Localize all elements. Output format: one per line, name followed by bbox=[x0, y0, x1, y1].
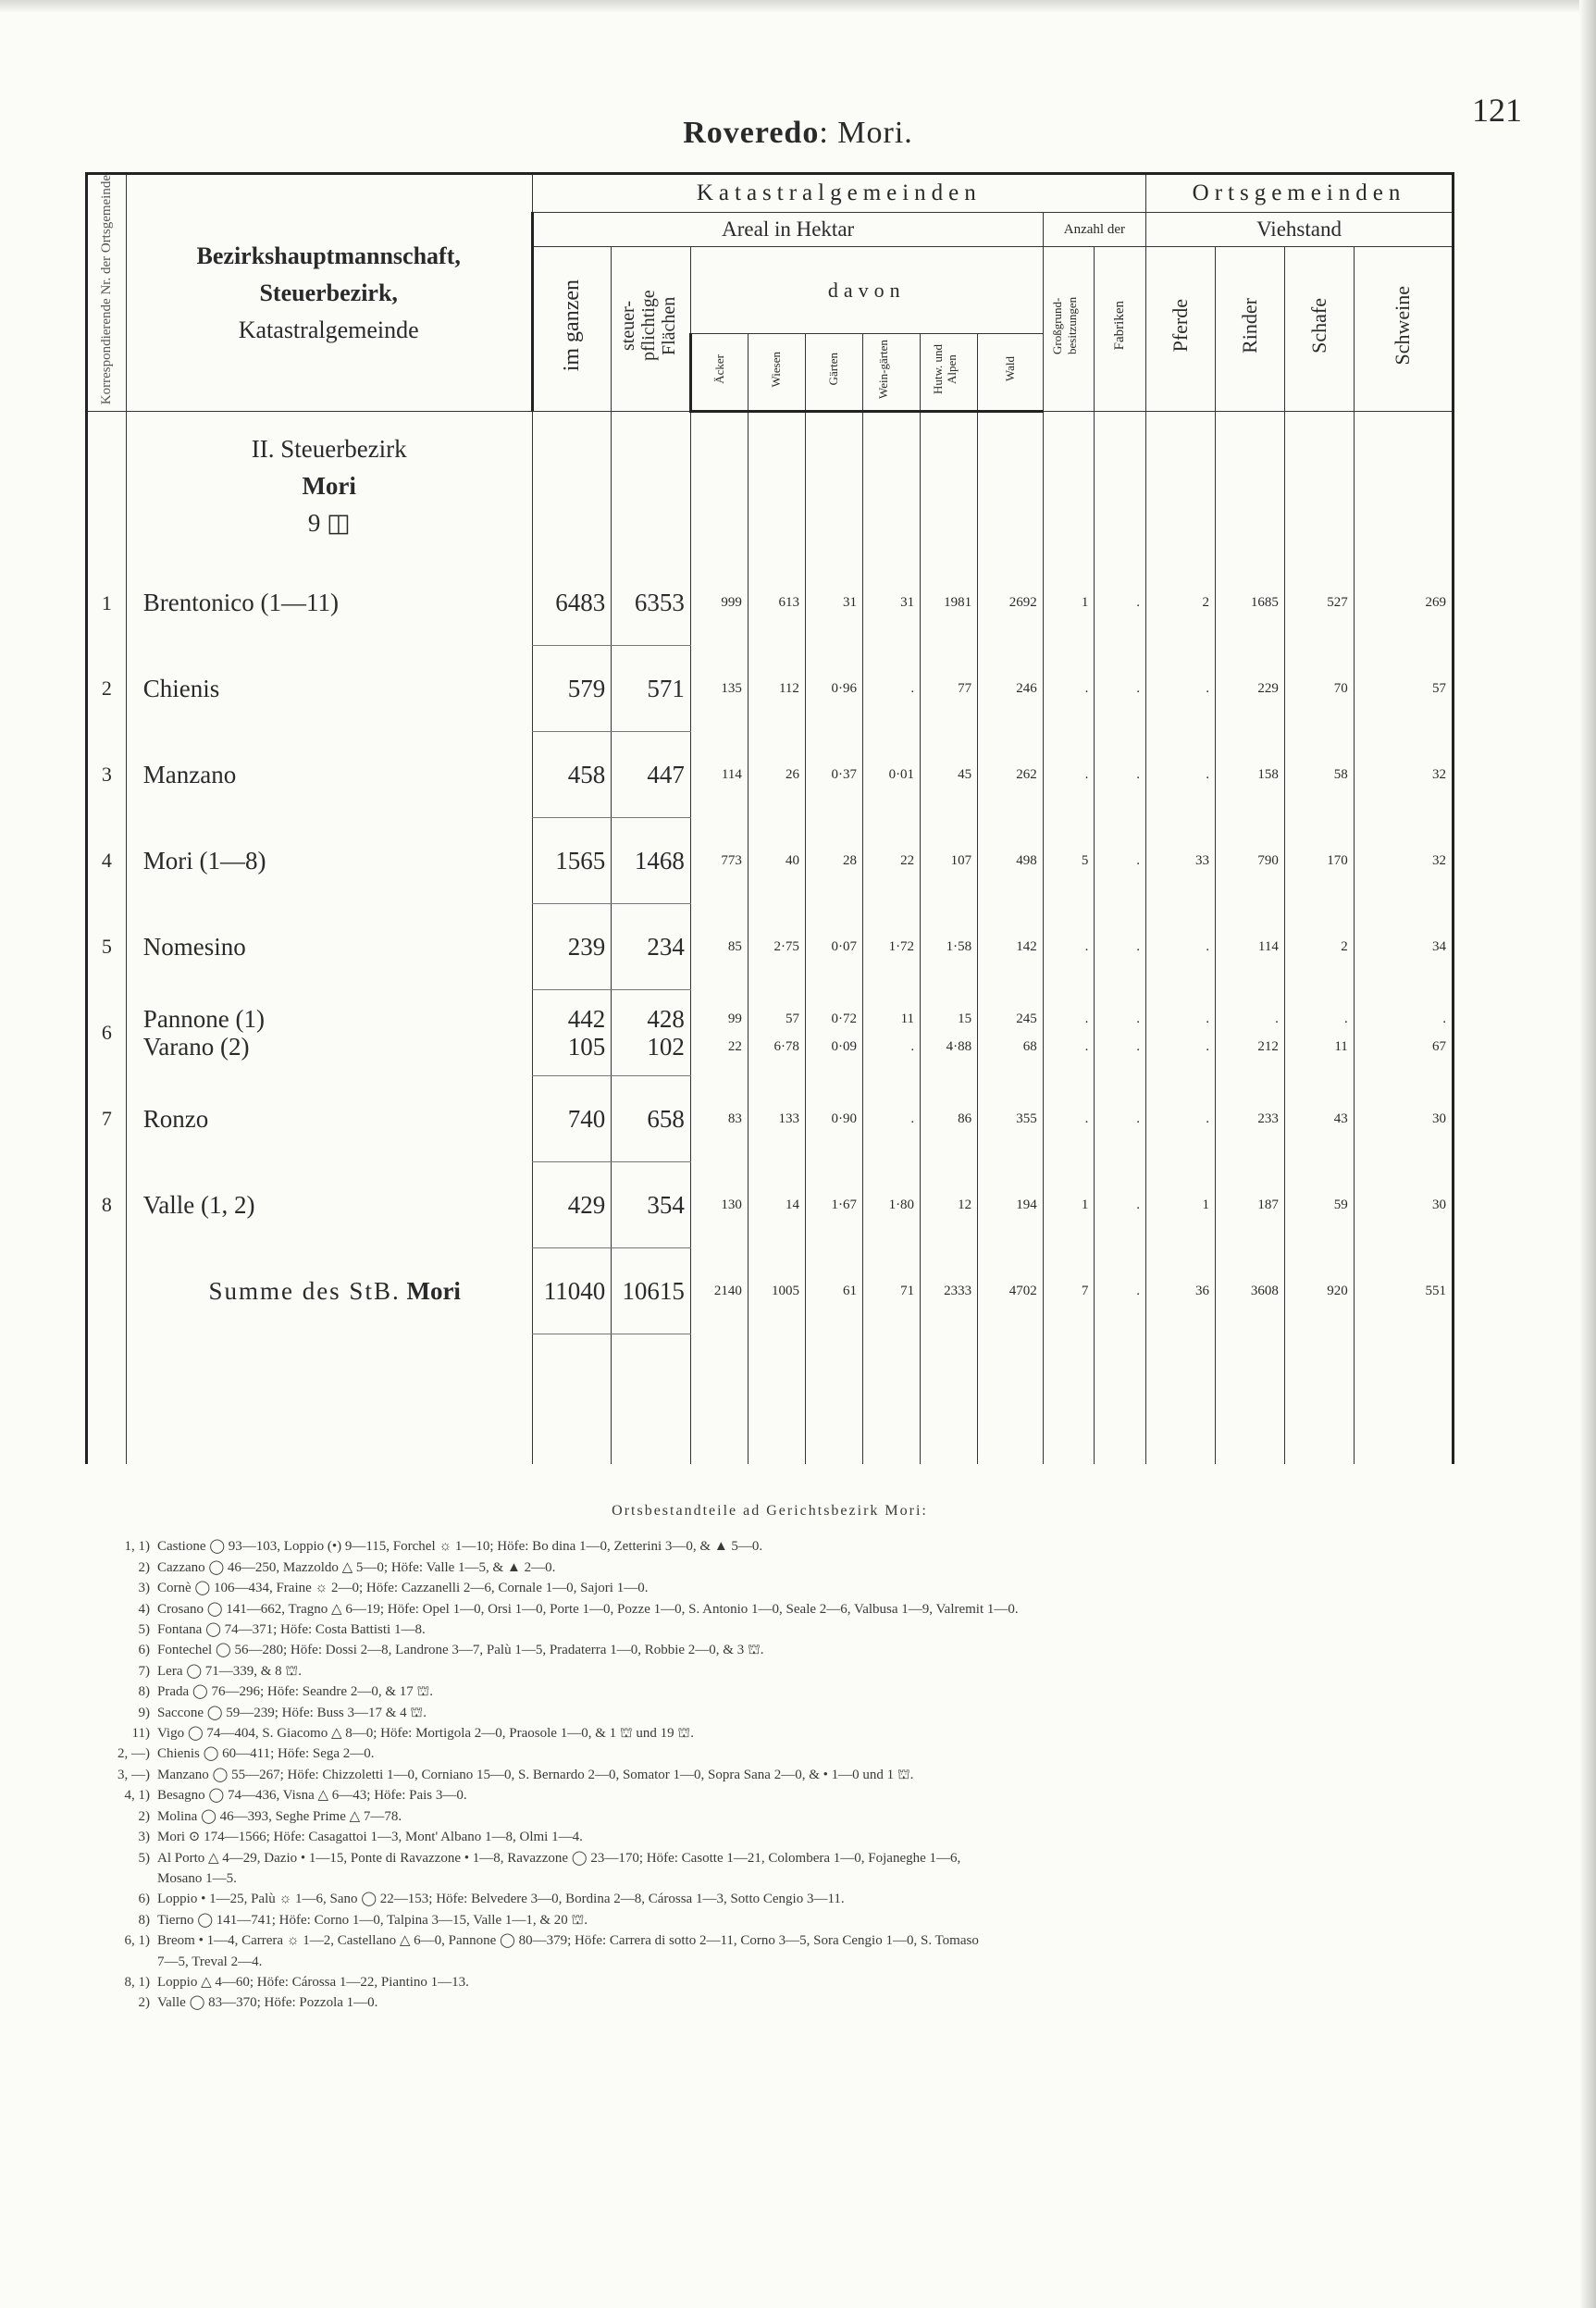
cell-hutweiden: 12 bbox=[921, 1162, 978, 1248]
cell-rinder: 1685 bbox=[1215, 560, 1284, 646]
sum-weingaerten: 71 bbox=[863, 1248, 921, 1334]
cell-im-ganzen: 429 bbox=[532, 1162, 612, 1248]
footnote-text: Valle ◯ 83—370; Höfe: Pozzola 1—0. bbox=[157, 1995, 378, 2011]
footnote-index: 11) bbox=[131, 1726, 150, 1742]
sum-label-prefix: Summe des StB. bbox=[208, 1276, 401, 1305]
davon-group-header: davon bbox=[690, 247, 1043, 334]
col-wiesen: Wiesen bbox=[748, 334, 805, 412]
col-wald: Wald bbox=[978, 334, 1044, 412]
table-row bbox=[87, 990, 1454, 1076]
table-row bbox=[87, 646, 1454, 732]
intro-mori: Mori bbox=[302, 472, 356, 501]
cell-gaerten: 0·96 bbox=[805, 646, 862, 732]
cell-steuerpflichtig: 447 bbox=[612, 732, 691, 818]
cell-value: . bbox=[1442, 1011, 1446, 1027]
sum-label-bold: Mori bbox=[406, 1276, 461, 1305]
cell-value: 57 bbox=[785, 1011, 799, 1027]
cell-value: 428 bbox=[647, 1005, 685, 1034]
footnote-text: Cornè ◯ 106—434, Fraine ☼ 2—0; Höfe: Cazzanelli 2—6, Cornale 1—0, Sajori 1—0. bbox=[157, 1581, 649, 1596]
sum-row bbox=[87, 1248, 1454, 1334]
cell-weingaerten bbox=[863, 990, 921, 1076]
intro-steuerbezirk: II. Steuerbezirk bbox=[251, 435, 407, 464]
cell-rinder bbox=[1215, 990, 1284, 1076]
footnote-line bbox=[85, 1806, 1454, 1827]
cell-fabriken: . bbox=[1095, 1162, 1146, 1248]
footnote-index: 5) bbox=[138, 1850, 150, 1866]
cell-aecker: 85 bbox=[690, 904, 748, 990]
cell-wiesen: 40 bbox=[748, 818, 805, 904]
cell-weingaerten: . bbox=[863, 1076, 921, 1162]
footnote-text: Crosano ◯ 141—662, Tragno △ 6—19; Höfe: Opel 1—0, Orsi 1—0, Porte 1—0, Pozze 1—0, S. Antonio 1—0, Seale 2—6, Valbusa 1—9, Valremit 1—0. bbox=[157, 1601, 1019, 1617]
cell-im-ganzen: 458 bbox=[532, 732, 612, 818]
cell-hutweiden: 77 bbox=[921, 646, 978, 732]
cell-value: . bbox=[910, 1039, 915, 1055]
footnote-line bbox=[85, 1785, 1454, 1805]
cell-value: 102 bbox=[647, 1033, 685, 1061]
cell-aecker: 83 bbox=[690, 1076, 748, 1162]
cell-schweine: 57 bbox=[1354, 646, 1453, 732]
footnote-index: 6) bbox=[138, 1643, 150, 1658]
cell-schweine bbox=[1354, 990, 1453, 1076]
footnote-line bbox=[85, 1910, 1454, 1930]
footnote-line bbox=[85, 1992, 1454, 2013]
footnote-index: 8) bbox=[138, 1684, 150, 1700]
cell-schweine: 269 bbox=[1354, 560, 1453, 646]
footnote-index bbox=[85, 1952, 157, 1972]
cell-wald: 246 bbox=[978, 646, 1044, 732]
footnote-text: Besagno ◯ 74—436, Visna △ 6—43; Höfe: Pais 3—0. bbox=[157, 1788, 467, 1804]
cell-weingaerten: 0·01 bbox=[863, 732, 921, 818]
sum-schafe: 920 bbox=[1284, 1248, 1354, 1334]
col-gaerten: Gärten bbox=[805, 334, 862, 412]
sum-fabriken: . bbox=[1095, 1248, 1146, 1334]
cell-schafe: 43 bbox=[1284, 1076, 1354, 1162]
cell-wald: 262 bbox=[978, 732, 1044, 818]
row-name: Brentonico (1—11) bbox=[126, 560, 532, 646]
footnote-line bbox=[85, 1640, 1454, 1660]
row-name: Mori (1—8) bbox=[126, 818, 532, 904]
cell-schweine: 30 bbox=[1354, 1076, 1453, 1162]
col-pferde: Pferde bbox=[1146, 247, 1216, 412]
footnote-line bbox=[85, 1827, 1454, 1847]
cell-gaerten: 0·37 bbox=[805, 732, 862, 818]
cell-steuerpflichtig: 234 bbox=[612, 904, 691, 990]
footnote-text: Tierno ◯ 141—741; Höfe: Corno 1—0, Talpina 3—15, Valle 1—1, & 20 ⛫. bbox=[157, 1912, 588, 1928]
cell-steuerpflichtig: 571 bbox=[612, 646, 691, 732]
row-number: 2 bbox=[87, 646, 127, 732]
row-number: 1 bbox=[87, 560, 127, 646]
table-row bbox=[87, 1076, 1454, 1162]
footnote-index: 8) bbox=[138, 1912, 150, 1928]
cell-value: 15 bbox=[958, 1011, 972, 1027]
cell-wiesen: 613 bbox=[748, 560, 805, 646]
cell-rinder: 158 bbox=[1215, 732, 1284, 818]
cell-value: . bbox=[1136, 1039, 1141, 1055]
cell-value: 442 bbox=[567, 1005, 606, 1034]
cell-weingaerten: 22 bbox=[863, 818, 921, 904]
cell-schweine: 32 bbox=[1354, 732, 1453, 818]
col-steuerpflichtig: steuer-pflichtige Flächen bbox=[612, 247, 691, 412]
footnote-index: 5) bbox=[138, 1622, 150, 1638]
cell-schafe: 59 bbox=[1284, 1162, 1354, 1248]
footnote-text: 7—5, Treval 2—4. bbox=[157, 1954, 263, 1969]
footnote-text: Mosano 1—5. bbox=[157, 1870, 237, 1886]
footnote-text: Cazzano ◯ 46—250, Mazzoldo △ 5—0; Höfe: Valle 1—5, & ▲ 2—0. bbox=[157, 1559, 556, 1575]
cell-grossgrund: 5 bbox=[1043, 818, 1095, 904]
row-name-line: Pannone (1) bbox=[142, 1005, 266, 1034]
footnote-index: 3, —) bbox=[118, 1767, 150, 1782]
areal-group-header: Areal in Hektar bbox=[532, 213, 1043, 247]
cell-schweine: 30 bbox=[1354, 1162, 1453, 1248]
row-name: Ronzo bbox=[126, 1076, 532, 1162]
row-number: 8 bbox=[87, 1162, 127, 1248]
col-im-ganzen: im ganzen bbox=[532, 247, 612, 412]
cell-steuerpflichtig: 658 bbox=[612, 1076, 691, 1162]
col-rinder: Rinder bbox=[1215, 247, 1284, 412]
scan-edge-right bbox=[1579, 0, 1596, 2308]
header-katastralgemeinde: Katastralgemeinde bbox=[238, 316, 419, 343]
cell-aecker: 135 bbox=[690, 646, 748, 732]
footnote-line bbox=[85, 1930, 1454, 1951]
row-name bbox=[126, 990, 532, 1076]
orts-group-header: Ortsgemeinden bbox=[1146, 174, 1454, 213]
footnote-text: Breom • 1—4, Carrera ☼ 1—2, Castellano △ 6—0, Pannone ◯ 80—379; Höfe: Carrera di sotto 2—11, Corno 3—5, Sora Cengio 1—0, S. Tomaso bbox=[157, 1933, 979, 1949]
footnote-text: Vigo ◯ 74—404, S. Giacomo △ 8—0; Höfe: Mortigola 2—0, Praosole 1—0, & 1 ⛫ und 19 ⛫. bbox=[157, 1726, 694, 1742]
katastral-group-header: Katastralgemeinden bbox=[532, 174, 1145, 213]
footnote-index: 2) bbox=[138, 1559, 150, 1575]
cell-wald bbox=[978, 990, 1044, 1076]
cell-aecker: 999 bbox=[690, 560, 748, 646]
sum-wiesen: 1005 bbox=[748, 1248, 805, 1334]
vieh-group-header: Viehstand bbox=[1146, 213, 1454, 247]
cell-schweine: 32 bbox=[1354, 818, 1453, 904]
cell-rinder: 114 bbox=[1215, 904, 1284, 990]
col-aecker: Äcker bbox=[690, 334, 748, 412]
cell-hutweiden bbox=[921, 990, 978, 1076]
footnote-text: Molina ◯ 46—393, Seghe Prime △ 7—78. bbox=[157, 1808, 402, 1824]
row-number: 4 bbox=[87, 818, 127, 904]
cell-value: . bbox=[1084, 1039, 1089, 1055]
cell-steuerpflichtig: 1468 bbox=[612, 818, 691, 904]
cell-pferde bbox=[1146, 990, 1216, 1076]
cell-hutweiden: 86 bbox=[921, 1076, 978, 1162]
footnote-text: Prada ◯ 76—296; Höfe: Seandre 2—0, & 17 ⛫. bbox=[157, 1684, 434, 1700]
footnote-line bbox=[85, 1848, 1454, 1868]
cell-schafe: 527 bbox=[1284, 560, 1354, 646]
title-separator: : bbox=[819, 116, 829, 150]
sum-nr-cell bbox=[87, 1248, 127, 1334]
cell-im-ganzen: 579 bbox=[532, 646, 612, 732]
cell-hutweiden: 1·58 bbox=[921, 904, 978, 990]
cell-rinder: 229 bbox=[1215, 646, 1284, 732]
row-name: Valle (1, 2) bbox=[126, 1162, 532, 1248]
cell-wiesen: 14 bbox=[748, 1162, 805, 1248]
sum-im-ganzen: 11040 bbox=[532, 1248, 612, 1334]
intro-count: 9 ◫ bbox=[307, 509, 351, 538]
footnote-line bbox=[85, 1681, 1454, 1702]
footnotes-list bbox=[85, 1536, 1454, 2013]
cell-rinder: 187 bbox=[1215, 1162, 1284, 1248]
cell-value: . bbox=[1206, 1039, 1209, 1055]
row-number: 6 bbox=[87, 990, 127, 1076]
footnote-line bbox=[85, 1743, 1454, 1764]
cell-weingaerten: . bbox=[863, 646, 921, 732]
cell-value: 4·88 bbox=[946, 1039, 972, 1055]
footnote-index: 7) bbox=[138, 1663, 150, 1679]
cell-aecker: 773 bbox=[690, 818, 748, 904]
cell-value: 22 bbox=[727, 1039, 742, 1055]
footnote-index: 9) bbox=[138, 1705, 150, 1720]
footnote-index: 2) bbox=[138, 1995, 150, 2011]
cell-fabriken: . bbox=[1095, 904, 1146, 990]
row-number: 7 bbox=[87, 1076, 127, 1162]
footnote-text: Fontechel ◯ 56—280; Höfe: Dossi 2—8, Landrone 3—7, Palù 1—5, Pradaterra 1—0, Robbie 2—0, & 3 ⛫. bbox=[157, 1643, 764, 1658]
cell-pferde: . bbox=[1146, 732, 1216, 818]
cell-schafe: 58 bbox=[1284, 732, 1354, 818]
cell-fabriken: . bbox=[1095, 1076, 1146, 1162]
footnote-line bbox=[85, 1765, 1454, 1785]
cell-value: 6·78 bbox=[773, 1039, 799, 1055]
row-name: Nomesino bbox=[126, 904, 532, 990]
footnote-line bbox=[85, 1723, 1454, 1743]
cell-aecker bbox=[690, 990, 748, 1076]
anzahl-group-header: Anzahl der bbox=[1043, 213, 1145, 247]
col-grossgrund: Großgrund-besitzungen bbox=[1043, 247, 1095, 412]
correspondence-header bbox=[87, 174, 127, 412]
intro-row bbox=[87, 412, 1454, 561]
cell-wiesen: 133 bbox=[748, 1076, 805, 1162]
cell-value: . bbox=[1084, 1011, 1089, 1027]
statistics-table bbox=[85, 172, 1454, 1464]
footnote-line bbox=[85, 1599, 1454, 1619]
footnote-index: 6) bbox=[138, 1892, 150, 1907]
cell-schafe bbox=[1284, 990, 1354, 1076]
cell-rinder: 790 bbox=[1215, 818, 1284, 904]
cell-aecker: 114 bbox=[690, 732, 748, 818]
cell-wald: 2692 bbox=[978, 560, 1044, 646]
cell-pferde: 33 bbox=[1146, 818, 1216, 904]
cell-wald: 355 bbox=[978, 1076, 1044, 1162]
footnote-text: Manzano ◯ 55—267; Höfe: Chizzoletti 1—0, Corniano 15—0, S. Bernardo 2—0, Somator 1—0, Sopra Sana 2—0, & • 1—0 und 1 ⛫. bbox=[157, 1767, 914, 1782]
cell-grossgrund: . bbox=[1043, 646, 1095, 732]
scan-edge-top bbox=[0, 0, 1596, 13]
footnote-text: Al Porto △ 4—29, Dazio • 1—15, Ponte di Ravazzone • 1—8, Ravazzone ◯ 23—170; Höfe: Casotte 1—21, Colombera 1—0, Fojaneghe 1—6, bbox=[157, 1850, 961, 1866]
page-number: 121 bbox=[1472, 92, 1522, 129]
cell-gaerten: 0·90 bbox=[805, 1076, 862, 1162]
footnote-text: Loppio △ 4—60; Höfe: Cárossa 1—22, Piantino 1—13. bbox=[157, 1974, 469, 1990]
footnote-index: 6, 1) bbox=[124, 1933, 150, 1949]
correspondence-label: Korrespondierende Nr. der Ortsgemeinde bbox=[98, 175, 114, 405]
page-title bbox=[0, 116, 1596, 151]
cell-grossgrund bbox=[1043, 990, 1095, 1076]
footnotes-title: Ortsbestandteile ad Gerichtsbezirk Mori: bbox=[612, 1503, 928, 1519]
cell-steuerpflichtig: 6353 bbox=[612, 560, 691, 646]
sum-pferde: 36 bbox=[1146, 1248, 1216, 1334]
cell-pferde: . bbox=[1146, 904, 1216, 990]
col-schafe: Schafe bbox=[1284, 247, 1354, 412]
sum-label bbox=[126, 1248, 532, 1334]
footnote-text: Fontana ◯ 74—371; Höfe: Costa Battisti 1—8. bbox=[157, 1622, 426, 1638]
footnote-line bbox=[85, 1889, 1454, 1909]
footnote-text: Lera ◯ 71—339, & 8 ⛫. bbox=[157, 1663, 302, 1679]
footnote-index: 4, 1) bbox=[124, 1788, 150, 1804]
footnote-text: Mori ⊙ 174—1566; Höfe: Casagattoi 1—3, Mont' Albano 1—8, Olmi 1—4. bbox=[157, 1830, 583, 1845]
cell-value: 11 bbox=[1334, 1039, 1348, 1055]
cell-pferde: . bbox=[1146, 646, 1216, 732]
cell-value: 67 bbox=[1432, 1039, 1446, 1055]
cell-schafe: 2 bbox=[1284, 904, 1354, 990]
cell-steuerpflichtig: 354 bbox=[612, 1162, 691, 1248]
header-bezirkshauptmannschaft: Bezirkshauptmannschaft, bbox=[196, 242, 461, 269]
table-row bbox=[87, 904, 1454, 990]
footnote-text: Saccone ◯ 59—239; Höfe: Buss 3—17 & 4 ⛫. bbox=[157, 1705, 427, 1720]
cell-grossgrund: . bbox=[1043, 904, 1095, 990]
cell-fabriken: . bbox=[1095, 560, 1146, 646]
cell-schafe: 170 bbox=[1284, 818, 1354, 904]
footnote-line bbox=[85, 1972, 1454, 1992]
cell-hutweiden: 107 bbox=[921, 818, 978, 904]
col-fabriken: Fabriken bbox=[1095, 247, 1146, 412]
cell-fabriken bbox=[1095, 990, 1146, 1076]
footnote-line bbox=[85, 1868, 1454, 1889]
cell-value: 105 bbox=[567, 1033, 606, 1061]
sum-wald: 4702 bbox=[978, 1248, 1044, 1334]
cell-pferde: 1 bbox=[1146, 1162, 1216, 1248]
cell-gaerten: 0·07 bbox=[805, 904, 862, 990]
header-steuerbezirk: Steuerbezirk, bbox=[259, 279, 398, 306]
cell-wiesen: 2·75 bbox=[748, 904, 805, 990]
table-row bbox=[87, 560, 1454, 646]
cell-wiesen: 112 bbox=[748, 646, 805, 732]
footnote-line bbox=[85, 1619, 1454, 1640]
cell-pferde: . bbox=[1146, 1076, 1216, 1162]
cell-value: 99 bbox=[727, 1011, 742, 1027]
footnote-line bbox=[85, 1578, 1454, 1598]
cell-rinder: 233 bbox=[1215, 1076, 1284, 1162]
cell-value: 0·72 bbox=[831, 1011, 857, 1027]
title-district: Mori. bbox=[837, 116, 913, 150]
cell-weingaerten: 31 bbox=[863, 560, 921, 646]
cell-pferde: 2 bbox=[1146, 560, 1216, 646]
cell-im-ganzen: 1565 bbox=[532, 818, 612, 904]
footnote-text: Castione ◯ 93—103, Loppio (•) 9—115, Forchel ☼ 1—10; Höfe: Bo dina 1—0, Zetterini 3—0, & ▲ 5—0. bbox=[157, 1539, 763, 1555]
cell-wald: 142 bbox=[978, 904, 1044, 990]
cell-schafe: 70 bbox=[1284, 646, 1354, 732]
footnote-index: 2, —) bbox=[118, 1746, 150, 1762]
footnote-index: 8, 1) bbox=[124, 1974, 150, 1990]
row-number: 5 bbox=[87, 904, 127, 990]
cell-gaerten: 28 bbox=[805, 818, 862, 904]
cell-steuerpflichtig bbox=[612, 990, 691, 1076]
filler-row bbox=[87, 1334, 1454, 1465]
cell-weingaerten: 1·72 bbox=[863, 904, 921, 990]
cell-fabriken: . bbox=[1095, 818, 1146, 904]
footnote-line bbox=[85, 1661, 1454, 1681]
footnote-index: 3) bbox=[138, 1581, 150, 1596]
cell-value: 68 bbox=[1022, 1039, 1037, 1055]
cell-value: 11 bbox=[900, 1011, 915, 1027]
cell-gaerten: 1·67 bbox=[805, 1162, 862, 1248]
cell-im-ganzen bbox=[532, 990, 612, 1076]
cell-value: 212 bbox=[1257, 1039, 1279, 1055]
sum-grossgrund: 7 bbox=[1043, 1248, 1095, 1334]
cell-gaerten: 31 bbox=[805, 560, 862, 646]
cell-hutweiden: 1981 bbox=[921, 560, 978, 646]
footnote-line bbox=[85, 1536, 1454, 1557]
row-number: 3 bbox=[87, 732, 127, 818]
cell-grossgrund: . bbox=[1043, 1076, 1095, 1162]
intro-cell bbox=[126, 412, 532, 561]
cell-gaerten bbox=[805, 990, 862, 1076]
cell-value: . bbox=[1275, 1011, 1279, 1027]
cell-grossgrund: . bbox=[1043, 732, 1095, 818]
cell-grossgrund: 1 bbox=[1043, 1162, 1095, 1248]
row-name-line: Varano (2) bbox=[142, 1033, 250, 1061]
cell-grossgrund: 1 bbox=[1043, 560, 1095, 646]
footnote-text: Loppio • 1—25, Palù ☼ 1—6, Sano ◯ 22—153; Höfe: Belvedere 3—0, Bordina 2—8, Cárossa 1—3, Sotto Cengio 3—11. bbox=[157, 1892, 845, 1907]
sum-steuerpflichtig: 10615 bbox=[612, 1248, 691, 1334]
sum-aecker: 2140 bbox=[690, 1248, 748, 1334]
col-schweine: Schweine bbox=[1354, 247, 1453, 412]
footnote-line bbox=[85, 1703, 1454, 1723]
cell-wiesen bbox=[748, 990, 805, 1076]
col-hutweiden: Hutw. und Alpen bbox=[921, 334, 978, 412]
cell-aecker: 130 bbox=[690, 1162, 748, 1248]
table-row bbox=[87, 1162, 1454, 1248]
table-row bbox=[87, 732, 1454, 818]
footnote-index: 1, 1) bbox=[124, 1539, 150, 1555]
cell-schweine: 34 bbox=[1354, 904, 1453, 990]
cell-value: . bbox=[1206, 1011, 1209, 1027]
name-column-header bbox=[126, 174, 532, 412]
footnote-line bbox=[85, 1952, 1454, 1972]
cell-im-ganzen: 6483 bbox=[532, 560, 612, 646]
footnote-index bbox=[85, 1868, 157, 1889]
row-name: Chienis bbox=[126, 646, 532, 732]
cell-value: 0·09 bbox=[831, 1039, 857, 1055]
footnote-line bbox=[85, 1557, 1454, 1578]
sum-hutweiden: 2333 bbox=[921, 1248, 978, 1334]
sum-schweine: 551 bbox=[1354, 1248, 1453, 1334]
cell-value: 245 bbox=[1016, 1011, 1037, 1027]
cell-im-ganzen: 740 bbox=[532, 1076, 612, 1162]
footnote-index: 3) bbox=[138, 1830, 150, 1845]
row-name: Manzano bbox=[126, 732, 532, 818]
table-row bbox=[87, 818, 1454, 904]
cell-wald: 498 bbox=[978, 818, 1044, 904]
footnote-index: 2) bbox=[138, 1808, 150, 1824]
col-weingaerten: Wein-gärten bbox=[863, 334, 921, 412]
sum-gaerten: 61 bbox=[805, 1248, 862, 1334]
title-place: Roveredo bbox=[683, 116, 820, 150]
cell-fabriken: . bbox=[1095, 646, 1146, 732]
cell-wald: 194 bbox=[978, 1162, 1044, 1248]
cell-fabriken: . bbox=[1095, 732, 1146, 818]
footnote-text: Chienis ◯ 60—411; Höfe: Sega 2—0. bbox=[157, 1746, 375, 1762]
cell-value: . bbox=[1136, 1011, 1141, 1027]
footnote-index: 4) bbox=[138, 1601, 150, 1617]
cell-value: . bbox=[1344, 1011, 1348, 1027]
intro-nr-cell bbox=[87, 412, 127, 561]
footnotes bbox=[85, 1501, 1454, 2014]
cell-im-ganzen: 239 bbox=[532, 904, 612, 990]
cell-hutweiden: 45 bbox=[921, 732, 978, 818]
sum-rinder: 3608 bbox=[1215, 1248, 1284, 1334]
cell-wiesen: 26 bbox=[748, 732, 805, 818]
cell-weingaerten: 1·80 bbox=[863, 1162, 921, 1248]
